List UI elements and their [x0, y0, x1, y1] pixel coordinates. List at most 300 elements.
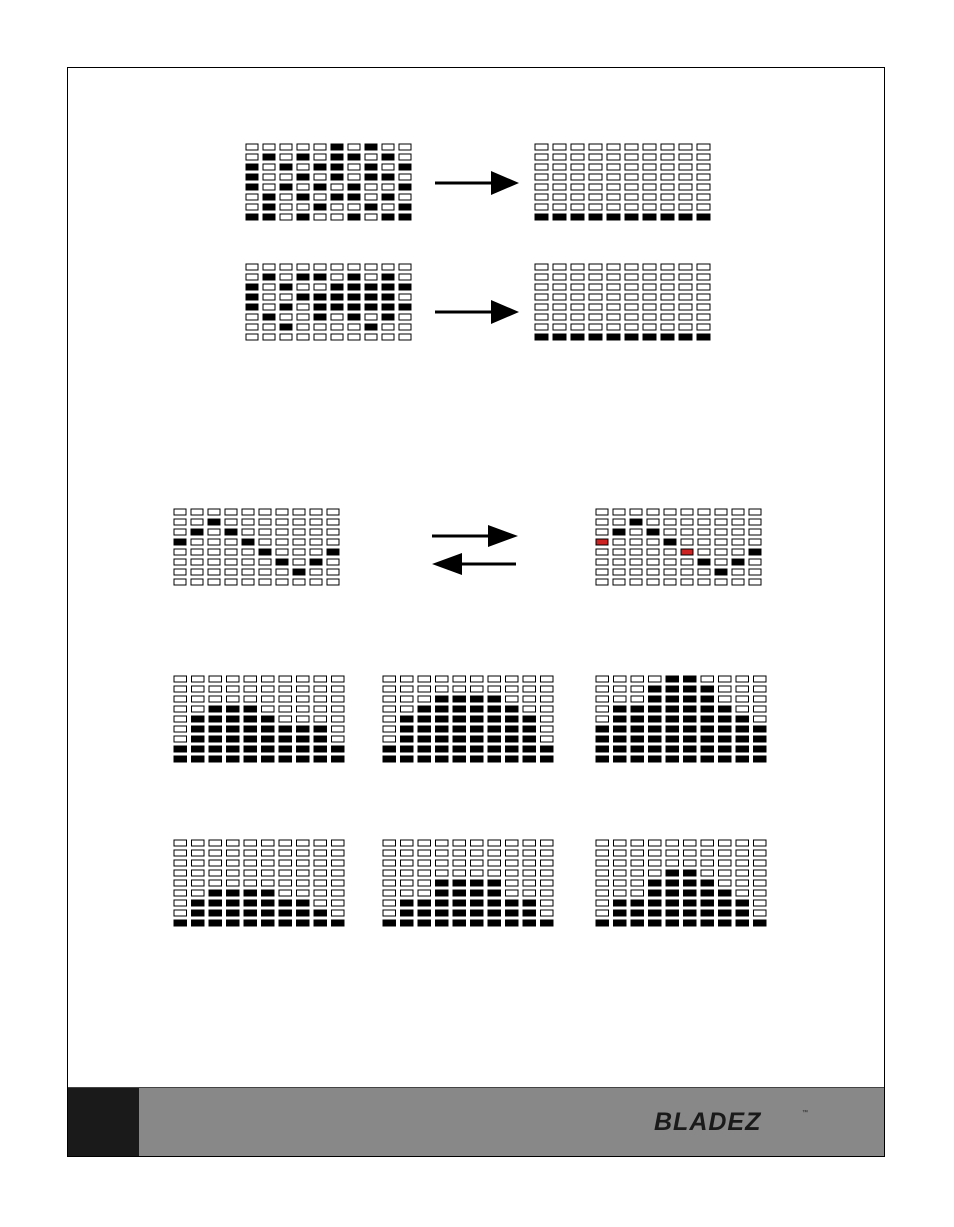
led-segment-off: [401, 890, 414, 896]
led-segment-on: [262, 726, 275, 732]
led-segment-on: [625, 214, 638, 220]
led-segment-on: [227, 920, 240, 926]
led-segment-off: [453, 870, 466, 876]
led-segment-on: [365, 324, 377, 330]
led-segment-off: [749, 519, 761, 525]
led-segment-off: [596, 716, 609, 722]
led-segment-off: [297, 840, 310, 846]
led-segment-on: [348, 274, 360, 280]
led-segment-on: [614, 706, 627, 712]
led-segment-on: [661, 214, 674, 220]
led-segment-off: [263, 264, 275, 270]
led-segment-off: [453, 686, 466, 692]
led-segment-on: [382, 284, 394, 290]
led-segment-off: [488, 860, 501, 866]
led-segment-off: [327, 559, 339, 565]
led-segment-off: [297, 890, 310, 896]
led-segment-off: [535, 184, 548, 190]
led-segment-off: [697, 264, 710, 270]
led-segment-off: [701, 840, 714, 846]
led-segment-off: [453, 860, 466, 866]
led-segment-off: [259, 569, 271, 575]
led-segment-off: [192, 696, 205, 702]
led-segment-on: [192, 756, 205, 762]
led-segment-on: [227, 746, 240, 752]
led-segment-off: [754, 706, 767, 712]
led-segment-on: [259, 549, 271, 555]
led-segment-off: [571, 324, 584, 330]
led-segment-on: [209, 890, 222, 896]
led-segment-off: [649, 850, 662, 856]
led-segment-off: [471, 870, 484, 876]
led-segment-off: [332, 900, 345, 906]
led-segment-on: [649, 910, 662, 916]
led-segment-off: [571, 294, 584, 300]
led-segment-off: [647, 559, 659, 565]
led-segment-off: [242, 559, 254, 565]
led-segment-on: [332, 746, 345, 752]
led-segment-off: [453, 840, 466, 846]
led-segment-off: [681, 569, 693, 575]
led-segment-off: [418, 686, 431, 692]
led-segment-on: [596, 746, 609, 752]
led-segment-on: [314, 736, 327, 742]
led-segment-off: [332, 910, 345, 916]
led-segment-off: [382, 324, 394, 330]
led-segment-off: [664, 579, 676, 585]
led-segment-on: [246, 214, 258, 220]
led-segment-off: [541, 676, 554, 682]
led-segment-off: [331, 204, 343, 210]
led-segment-off: [263, 164, 275, 170]
led-segment-on: [297, 736, 310, 742]
led-segment-off: [488, 840, 501, 846]
led-segment-off: [697, 144, 710, 150]
led-segment-off: [471, 686, 484, 692]
led-segment-on: [209, 716, 222, 722]
led-segment-off: [625, 194, 638, 200]
led-segment-off: [754, 910, 767, 916]
led-segment-on: [453, 900, 466, 906]
led-segment-on: [754, 920, 767, 926]
led-segment-off: [523, 676, 536, 682]
led-segment-off: [643, 154, 656, 160]
led-segment-off: [453, 676, 466, 682]
led-segment-on: [382, 214, 394, 220]
led-segment-off: [679, 184, 692, 190]
led-segment-off: [191, 569, 203, 575]
led-segment-on: [701, 736, 714, 742]
led-segment-on: [614, 910, 627, 916]
led-segment-off: [614, 686, 627, 692]
led-segment-on: [697, 214, 710, 220]
led-segment-on: [401, 900, 414, 906]
led-segment-on: [719, 900, 732, 906]
led-segment-on: [596, 736, 609, 742]
led-segment-on: [244, 920, 257, 926]
led-segment-off: [661, 154, 674, 160]
led-segment-on: [754, 756, 767, 762]
led-segment-off: [293, 549, 305, 555]
led-segment-off: [679, 204, 692, 210]
led-segment-on: [453, 910, 466, 916]
led-segment-off: [471, 860, 484, 866]
led-segment-off: [625, 184, 638, 190]
led-segment-off: [614, 850, 627, 856]
led-segment-off: [649, 860, 662, 866]
led-segment-on: [614, 746, 627, 752]
led-segment-off: [174, 706, 187, 712]
led-segment-on: [666, 910, 679, 916]
led-segment-on: [649, 880, 662, 886]
led-segment-on: [453, 920, 466, 926]
led-segment-off: [297, 686, 310, 692]
led-segment-off: [679, 274, 692, 280]
led-segment-on: [262, 890, 275, 896]
led-segment-off: [209, 860, 222, 866]
led-segment-off: [225, 519, 237, 525]
led-segment-off: [679, 284, 692, 290]
led-segment-off: [280, 204, 292, 210]
led-segment-off: [174, 696, 187, 702]
led-segment-on: [541, 920, 554, 926]
led-segment-off: [607, 294, 620, 300]
led-segment-off: [643, 274, 656, 280]
led-segment-off: [535, 264, 548, 270]
led-segment-off: [732, 529, 744, 535]
led-segment-off: [225, 569, 237, 575]
led-segment-off: [192, 840, 205, 846]
led-segment-on: [244, 706, 257, 712]
led-segment-on: [535, 214, 548, 220]
svg-text:™: ™: [802, 1110, 808, 1116]
led-segment-off: [589, 324, 602, 330]
led-segment-off: [383, 696, 396, 702]
led-segment-off: [697, 314, 710, 320]
led-segment-off: [246, 144, 258, 150]
led-segment-off: [174, 549, 186, 555]
led-segment-on: [523, 726, 536, 732]
led-segment-off: [625, 154, 638, 160]
led-segment-off: [401, 860, 414, 866]
led-segment-off: [383, 870, 396, 876]
led-segment-off: [293, 559, 305, 565]
led-segment-off: [225, 579, 237, 585]
led-segment-off: [661, 164, 674, 170]
led-segment-off: [246, 324, 258, 330]
led-segment-on: [471, 706, 484, 712]
led-segment-on: [736, 736, 749, 742]
led-segment-on: [471, 756, 484, 762]
led-segment-off: [697, 194, 710, 200]
led-segment-off: [314, 706, 327, 712]
led-segment-off: [596, 860, 609, 866]
led-segment-on: [631, 910, 644, 916]
led-segment-on: [209, 756, 222, 762]
led-segment-off: [596, 509, 608, 515]
led-segment-off: [681, 579, 693, 585]
led-segment-off: [191, 549, 203, 555]
led-segment-off: [697, 284, 710, 290]
led-segment-off: [661, 294, 674, 300]
led-segment-off: [401, 850, 414, 856]
led-segment-off: [681, 509, 693, 515]
led-segment-on: [297, 294, 309, 300]
led-segment-off: [332, 726, 345, 732]
led-segment-off: [571, 144, 584, 150]
led-segment-on: [244, 736, 257, 742]
led-segment-on: [382, 294, 394, 300]
led-segment-on: [418, 706, 431, 712]
led-segment-on: [399, 184, 411, 190]
led-segment-on: [418, 726, 431, 732]
led-matrix-profile-3: [595, 675, 772, 767]
led-segment-off: [208, 549, 220, 555]
led-segment-on: [596, 756, 609, 762]
led-segment-off: [697, 304, 710, 310]
led-segment-off: [679, 154, 692, 160]
led-segment-on: [280, 164, 292, 170]
led-segment-off: [664, 519, 676, 525]
led-segment-off: [541, 686, 554, 692]
led-segment-on: [506, 736, 519, 742]
led-segment-off: [625, 314, 638, 320]
led-segment-on: [227, 736, 240, 742]
led-segment-on: [399, 304, 411, 310]
led-segment-on: [701, 890, 714, 896]
led-segment-off: [589, 204, 602, 210]
led-segment-on: [297, 920, 310, 926]
led-segment-on: [418, 900, 431, 906]
led-segment-off: [681, 529, 693, 535]
led-segment-off: [418, 880, 431, 886]
led-segment-on: [453, 890, 466, 896]
led-segment-on: [614, 716, 627, 722]
led-segment-off: [208, 529, 220, 535]
led-segment-on: [263, 204, 275, 210]
led-segment-on: [631, 716, 644, 722]
led-segment-off: [684, 850, 697, 856]
led-segment-off: [365, 194, 377, 200]
led-segment-on: [276, 559, 288, 565]
led-segment-off: [279, 696, 292, 702]
led-segment-off: [174, 900, 187, 906]
led-segment-on: [314, 314, 326, 320]
led-segment-on: [541, 746, 554, 752]
led-segment-off: [643, 184, 656, 190]
led-segment-off: [280, 194, 292, 200]
led-segment-on: [227, 726, 240, 732]
led-segment-off: [327, 569, 339, 575]
led-segment-off: [262, 840, 275, 846]
led-segment-on: [209, 736, 222, 742]
led-segment-off: [754, 850, 767, 856]
led-segment-off: [209, 840, 222, 846]
led-segment-off: [471, 676, 484, 682]
led-segment-on: [607, 334, 620, 340]
led-segment-on: [382, 274, 394, 280]
led-segment-off: [174, 569, 186, 575]
led-segment-off: [225, 549, 237, 555]
led-segment-off: [332, 676, 345, 682]
led-segment-off: [589, 274, 602, 280]
led-segment-off: [399, 154, 411, 160]
led-segment-on: [523, 746, 536, 752]
led-segment-on: [666, 746, 679, 752]
led-segment-off: [276, 579, 288, 585]
led-segment-off: [613, 559, 625, 565]
led-segment-off: [259, 539, 271, 545]
led-segment-off: [535, 294, 548, 300]
led-segment-off: [661, 314, 674, 320]
led-segment-on: [314, 164, 326, 170]
led-segment-off: [701, 860, 714, 866]
led-segment-off: [613, 579, 625, 585]
led-segment-on: [506, 910, 519, 916]
led-segment-on: [279, 736, 292, 742]
led-segment-off: [227, 840, 240, 846]
led-segment-on: [401, 726, 414, 732]
led-segment-off: [192, 860, 205, 866]
led-segment-off: [697, 324, 710, 330]
led-segment-off: [383, 736, 396, 742]
led-segment-off: [348, 164, 360, 170]
led-segment-off: [647, 509, 659, 515]
led-segment-on: [227, 910, 240, 916]
led-segment-off: [310, 569, 322, 575]
led-segment-on: [383, 756, 396, 762]
led-segment-on: [571, 334, 584, 340]
led-segment-off: [596, 579, 608, 585]
led-segment-off: [246, 334, 258, 340]
led-segment-on: [348, 194, 360, 200]
led-matrix-profile-4: [173, 839, 350, 931]
led-segment-on: [453, 716, 466, 722]
led-segment-on: [553, 214, 566, 220]
led-segment-off: [643, 174, 656, 180]
led-segment-on: [631, 900, 644, 906]
led-segment-off: [227, 870, 240, 876]
led-segment-off: [331, 314, 343, 320]
led-segment-off: [225, 559, 237, 565]
led-segment-off: [279, 706, 292, 712]
led-segment-off: [399, 174, 411, 180]
led-segment-off: [208, 559, 220, 565]
led-segment-on: [365, 204, 377, 210]
led-segment-off: [262, 686, 275, 692]
led-segment-off: [661, 264, 674, 270]
led-segment-off: [280, 314, 292, 320]
led-segment-off: [666, 840, 679, 846]
led-segment-on: [382, 314, 394, 320]
led-segment-off: [279, 890, 292, 896]
led-segment-off: [553, 264, 566, 270]
led-segment-off: [209, 686, 222, 692]
led-segment-off: [314, 334, 326, 340]
led-segment-on: [684, 756, 697, 762]
led-segment-off: [192, 706, 205, 712]
led-segment-on: [246, 294, 258, 300]
led-segment-off: [418, 840, 431, 846]
led-segment-off: [541, 900, 554, 906]
led-segment-on: [649, 890, 662, 896]
led-segment-on: [418, 736, 431, 742]
led-segment-off: [523, 850, 536, 856]
led-segment-off: [399, 334, 411, 340]
led-segment-off: [314, 870, 327, 876]
led-segment-on: [614, 736, 627, 742]
led-segment-off: [697, 154, 710, 160]
led-segment-off: [596, 840, 609, 846]
led-segment-off: [506, 840, 519, 846]
led-segment-on: [280, 304, 292, 310]
led-segment-off: [262, 870, 275, 876]
led-segment-off: [192, 880, 205, 886]
led-segment-off: [681, 519, 693, 525]
led-segment-on: [332, 920, 345, 926]
led-segment-on: [453, 726, 466, 732]
led-segment-on: [684, 676, 697, 682]
led-segment-off: [244, 880, 257, 886]
led-segment-off: [279, 686, 292, 692]
led-segment-on: [614, 920, 627, 926]
led-segment-off: [365, 184, 377, 190]
led-segment-off: [263, 174, 275, 180]
led-segment-off: [589, 284, 602, 290]
led-segment-off: [332, 840, 345, 846]
led-segment-off: [553, 314, 566, 320]
led-segment-on: [314, 304, 326, 310]
led-segment-on: [453, 756, 466, 762]
led-segment-off: [331, 324, 343, 330]
led-segment-off: [244, 840, 257, 846]
led-segment-on: [331, 144, 343, 150]
led-segment-off: [684, 840, 697, 846]
led-segment-off: [453, 850, 466, 856]
led-segment-off: [401, 686, 414, 692]
led-segment-off: [418, 850, 431, 856]
led-segment-on: [246, 284, 258, 290]
led-segment-off: [719, 696, 732, 702]
led-segment-off: [246, 264, 258, 270]
led-segment-on: [506, 746, 519, 752]
led-segment-off: [607, 204, 620, 210]
led-segment-off: [399, 194, 411, 200]
led-segment-on: [314, 756, 327, 762]
led-segment-off: [418, 696, 431, 702]
led-segment-off: [715, 549, 727, 555]
led-segment-off: [535, 324, 548, 330]
led-segment-on: [418, 746, 431, 752]
led-segment-off: [279, 880, 292, 886]
led-segment-off: [701, 850, 714, 856]
led-segment-off: [719, 676, 732, 682]
led-segment-off: [174, 736, 187, 742]
led-segment-off: [276, 519, 288, 525]
led-segment-off: [661, 194, 674, 200]
led-segment-off: [436, 870, 449, 876]
led-segment-off: [698, 579, 710, 585]
led-segment-off: [332, 696, 345, 702]
led-segment-off: [631, 880, 644, 886]
led-segment-on: [418, 920, 431, 926]
led-segment-off: [613, 549, 625, 555]
led-segment-on: [701, 726, 714, 732]
led-segment-off: [736, 696, 749, 702]
led-segment-off: [541, 860, 554, 866]
led-segment-off: [679, 294, 692, 300]
led-segment-off: [541, 850, 554, 856]
